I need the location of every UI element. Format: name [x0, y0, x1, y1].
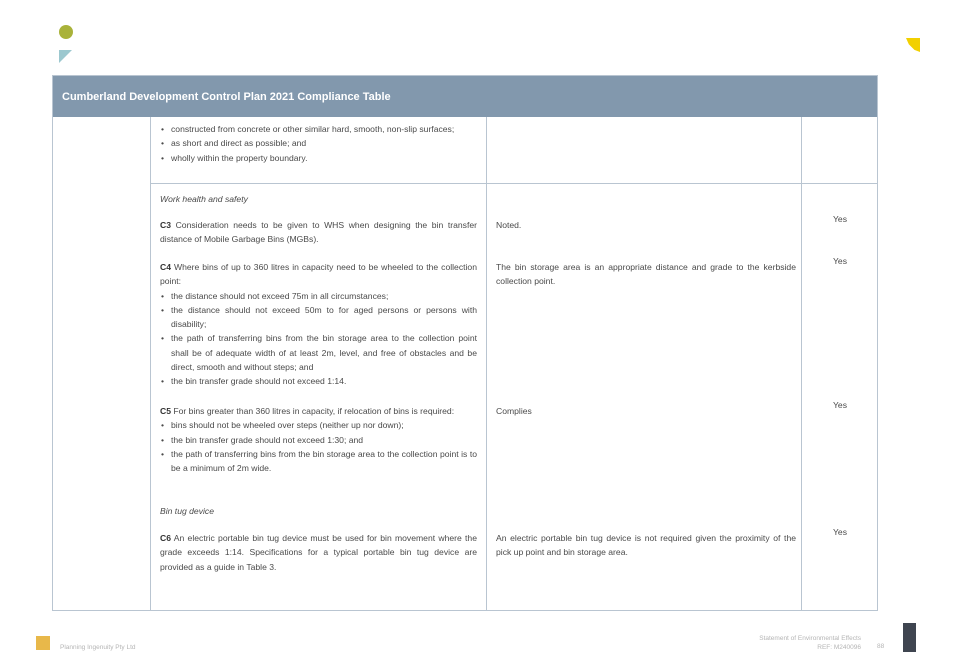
control-code: C5: [160, 406, 171, 416]
row1-requirement: [160, 122, 477, 165]
footer-company: Planning Ingenuity Pty Ltd: [60, 644, 136, 651]
list-item: • as short and direct as possible; and: [160, 136, 477, 150]
list-item: • the distance should not exceed 75m in all circumstances;: [160, 289, 477, 303]
corner-decoration: [906, 38, 920, 52]
list-item: • the bin transfer grade should not exceed 1:30; and: [160, 433, 477, 447]
logo-circle-decoration: [59, 25, 73, 39]
row-divider: [150, 183, 877, 184]
list-item: • bins should not be wheeled over steps (neither up nor down);: [160, 418, 477, 432]
list-item: • wholly within the property boundary.: [160, 151, 477, 165]
control-c4: [160, 260, 477, 389]
column-divider: [150, 117, 151, 610]
logo-triangle-decoration: [59, 50, 72, 63]
control-text: For bins greater than 360 litres in capacity, if relocation of bins is required:: [171, 406, 455, 416]
control-text: Where bins of up to 360 litres in capacity need to be wheeled to the collection point:: [160, 262, 477, 287]
section-heading-whs: Work health and safety: [160, 194, 248, 204]
footer-doc-title: Statement of Environmental Effects: [759, 635, 861, 642]
footer-logo-square: [36, 636, 50, 650]
footer-page-bar: [903, 623, 916, 652]
section-heading-bin-tug: Bin tug device: [160, 506, 214, 516]
control-code: C4: [160, 262, 171, 272]
control-c6: [160, 531, 477, 574]
list-item: • constructed from concrete or other similar hard, smooth, non-slip surfaces;: [160, 122, 477, 136]
column-divider: [801, 117, 802, 610]
comment-c4: The bin storage area is an appropriate distance and grade to the kerbside collection point.: [496, 262, 796, 287]
page-number: 88: [877, 643, 885, 650]
footer-doc-info: [759, 634, 861, 652]
compliance-table: [52, 75, 878, 611]
comment-c6: An electric portable bin tug device is not required given the proximity of the pick up point and bin storage area.: [496, 533, 796, 558]
control-code: C6: [160, 533, 171, 543]
list-item: • the distance should not exceed 50m to for aged persons or persons with disability;: [160, 303, 477, 332]
list-item: • the bin transfer grade should not exceed 1:14.: [160, 374, 477, 388]
compliance-c5: Yes: [832, 400, 848, 410]
control-text: An electric portable bin tug device must be used for bin movement where the grade exceeds 1:14. Specifications for a typical portable bin tug device are provided as a guide in Table 3.: [160, 533, 477, 572]
column-divider: [486, 117, 487, 610]
footer-ref: REF: M240096: [817, 644, 861, 651]
comment-c5: Complies: [496, 406, 532, 416]
comment-c3: Noted.: [496, 220, 522, 230]
list-item: • the path of transferring bins from the bin storage area to the collection point shall be of adequate width of at least 2m, level, and free of obstacles and be direct, smooth and without steps; and: [160, 331, 477, 374]
compliance-c3: Yes: [832, 214, 848, 224]
control-c5: [160, 404, 477, 475]
compliance-c6: Yes: [832, 527, 848, 537]
list-item: • the path of transferring bins from the bin storage area to the collection point is to be a minimum of 2m wide.: [160, 447, 477, 476]
table-title: Cumberland Development Control Plan 2021 Compliance Table: [53, 76, 877, 117]
control-code: C3: [160, 220, 171, 230]
control-text: Consideration needs to be given to WHS when designing the bin transfer distance of Mobile Garbage Bins (MGBs).: [160, 220, 477, 245]
control-c3: [160, 218, 477, 247]
compliance-c4: Yes: [832, 256, 848, 266]
